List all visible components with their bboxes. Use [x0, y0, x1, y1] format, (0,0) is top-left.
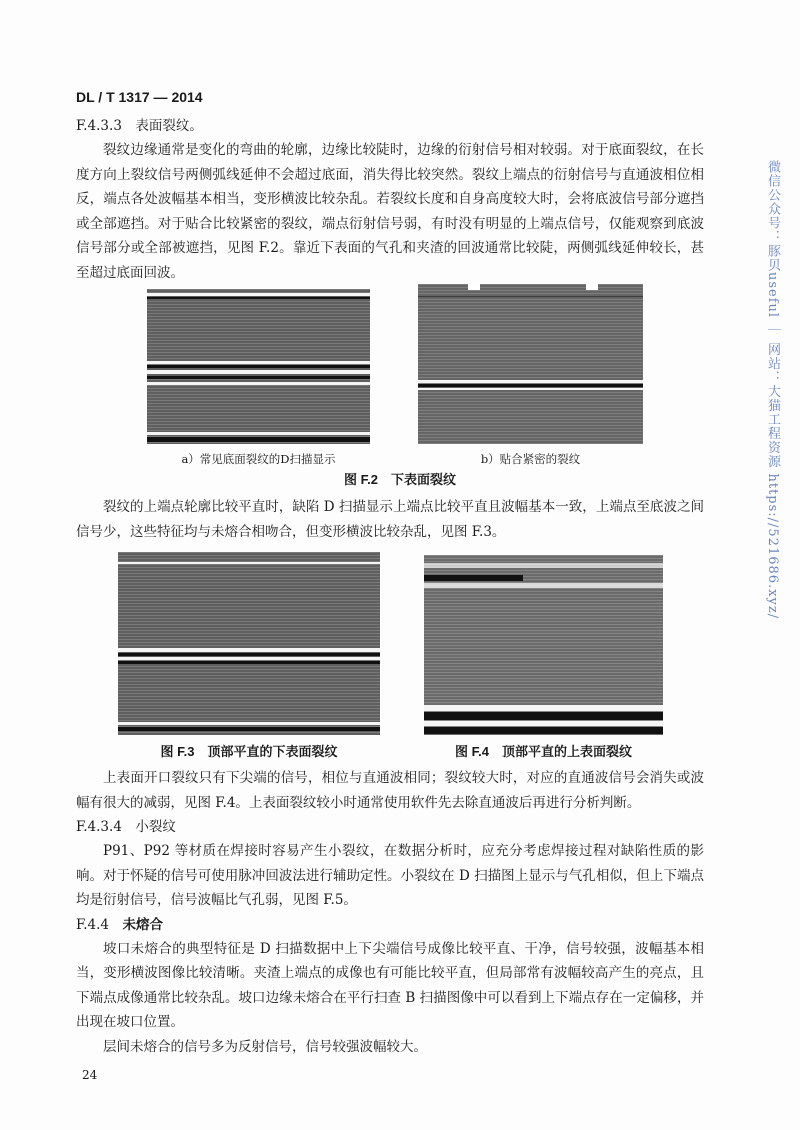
section-label: 未熔合: [122, 916, 164, 932]
section-title-small-crack: F.4.3.4 小裂纹: [76, 819, 176, 835]
watermark: 微信公众号：豚贝useful ｜ 网站：大猫工程资源 https://521686.xyz/: [765, 160, 780, 620]
paragraph: P91、P92 等材质在焊接时容易产生小裂纹，在数据分析时，应充分考虑焊接过程对缺陷性质的影响。对于怀疑的信号可使用脉冲回波法进行辅助定性。小裂纹在 D 扫描图上显示与气孔相似，但上下端点均是衍射信号，信号波幅比气孔弱，见图 F.5。: [76, 843, 704, 908]
paragraph: 裂纹的上端点轮廓比较平直时，缺陷 D 扫描显示上端点比较平直且波幅基本一致，上端点至底波之间信号少，这些特征均与未熔合相吻合，但变形横波比较杂乱，见图 F.3。: [76, 499, 704, 540]
paragraph: 层间未熔合的信号多为反射信号，信号较强波幅较大。: [103, 1038, 427, 1055]
document-id: DL / T 1317 — 2014: [76, 89, 203, 105]
section-title-surface-crack: F.4.3.3 表面裂纹。: [76, 118, 203, 134]
text-column: [76, 86, 704, 1085]
figure-f3-f4: [76, 552, 704, 764]
dscan-image-f4: [424, 555, 663, 735]
figure-f2: [76, 289, 704, 493]
section-title-lack-of-fusion: [76, 913, 704, 937]
figure-title-f2: 图 F.2 下表面裂纹: [344, 472, 456, 487]
dscan-image-f2b: [418, 284, 643, 444]
dscan-image-f2a: [147, 289, 370, 444]
figure-caption-f2a: a）常见底面裂纹的D扫描显示: [181, 452, 336, 466]
figure-caption-f2b: b）贴合紧密的裂纹: [480, 452, 581, 466]
paragraph: 上表面开口裂纹只有下尖端的信号，相位与直通波相同；裂纹较大时，对应的直通波信号会消失或波幅有很大的减弱，见图 F.4。上表面裂纹较小时通常使用软件先去除直通波后再进行分析判断。: [76, 770, 704, 811]
figure-title-f4: 图 F.4 顶部平直的上表面裂纹: [455, 744, 632, 759]
paragraph: 坡口未熔合的典型特征是 D 扫描数据中上下尖端信号成像比较平直、干净，信号较强，波幅基本相当，变形横波图像比较清晰。夹渣上端点的成像也有可能比较平直，但局部常有波幅较高产生的亮点，且下端点成像通常比较杂乱。坡口边缘未熔合在平行扫查 B 扫描图像中可以看到上下端点存在一定偏移，并出现在坡口位置。: [76, 940, 704, 1030]
figure-title-f3: 图 F.3 顶部平直的下表面裂纹: [160, 744, 338, 759]
section-number: F.4.4: [76, 916, 110, 933]
dscan-image-f3: [118, 552, 380, 735]
paragraph: 裂纹边缘通常是变化的弯曲的轮廓，边缘比较陡时，边缘的衍射信号相对较弱。对于底面裂纹，在长度方向上裂纹信号两侧弧线延伸不会超过底面，消失得比较突然。裂纹上端点的衍射信号与直通波相位相反，端点各处波幅基本相当，变形横波比较杂乱。若裂纹长度和自身高度较大时，会将底波信号部分遮挡或全部遮挡。对于贴合比较紧密的裂纹，端点衍射信号弱，有时没有明显的上端点信号，仅能观察到底波信号部分或全部被遮挡，见图 F.2。靠近下表面的气孔和夹渣的回波通常比较陡，两侧弧线延伸较长，甚至超过底面回波。: [76, 142, 704, 281]
page-number: 24: [82, 1068, 98, 1082]
